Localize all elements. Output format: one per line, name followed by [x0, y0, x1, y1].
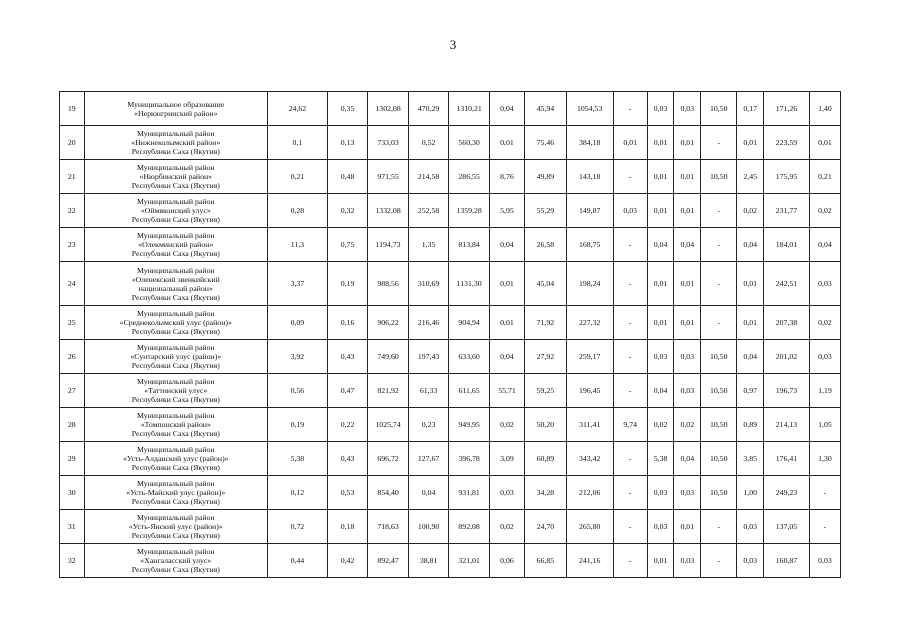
value-cell: 24,62	[268, 92, 328, 126]
municipality-name-line: Республики Саха (Якутия)	[131, 249, 220, 258]
value-cell: 0,03	[674, 544, 701, 578]
table-row	[60, 442, 841, 476]
value-cell: -	[613, 92, 647, 126]
value-cell: 0,01	[674, 160, 701, 194]
value-cell: 196,73	[764, 374, 810, 408]
row-number-cell: 31	[60, 510, 85, 544]
municipality-name-line: Муниципальный район	[136, 547, 215, 556]
value-cell: 854,40	[368, 476, 409, 510]
value-cell: 1,35	[408, 228, 449, 262]
value-cell: 749,60	[368, 340, 409, 374]
value-cell: 0,16	[327, 306, 368, 340]
value-cell: 59,25	[525, 374, 567, 408]
value-cell: 26,58	[525, 228, 567, 262]
municipality-name-line: «Среднеколымский улус (район)»	[119, 318, 232, 327]
value-cell: 0,72	[268, 510, 328, 544]
value-cell: 470,29	[408, 92, 449, 126]
value-cell: 0,97	[737, 374, 764, 408]
value-cell: 0,01	[809, 126, 840, 160]
value-cell: 0,03	[737, 544, 764, 578]
value-cell: 0,01	[674, 262, 701, 306]
row-number-cell: 27	[60, 374, 85, 408]
table-row	[60, 194, 841, 228]
value-cell: 813,84	[449, 228, 490, 262]
value-cell: 8,76	[489, 160, 524, 194]
municipality-name-line: «Нюрбинский район»	[139, 172, 213, 181]
value-cell: 55,71	[489, 374, 524, 408]
value-cell: 321,01	[449, 544, 490, 578]
value-cell: 0,52	[408, 126, 449, 160]
value-cell: 5,38	[268, 442, 328, 476]
municipality-name-line: «Усть-Майский улус (район)»	[126, 488, 226, 497]
value-cell: 1332,08	[368, 194, 409, 228]
value-cell: 10,50	[701, 408, 737, 442]
value-cell: 0,53	[327, 476, 368, 510]
row-number-cell: 30	[60, 476, 85, 510]
value-cell: 931,81	[449, 476, 490, 510]
table-row	[60, 510, 841, 544]
value-cell: 197,43	[408, 340, 449, 374]
value-cell: 0,03	[809, 544, 840, 578]
municipality-name-cell	[84, 544, 268, 578]
value-cell: 214,13	[764, 408, 810, 442]
value-cell: 0,03	[647, 510, 674, 544]
municipality-name-line: Республики Саха (Якутия)	[131, 215, 220, 224]
value-cell: 168,75	[566, 228, 613, 262]
value-cell: 0,03	[489, 476, 524, 510]
value-cell: 207,38	[764, 306, 810, 340]
value-cell: 0,03	[647, 340, 674, 374]
municipality-name-cell	[84, 442, 268, 476]
value-cell: 906,22	[368, 306, 409, 340]
value-cell: 0,04	[647, 374, 674, 408]
value-cell: 0,03	[809, 340, 840, 374]
value-cell: 45,94	[525, 92, 567, 126]
municipality-name-cell	[84, 408, 268, 442]
municipality-name-line: «Таттинский улус»	[144, 386, 208, 395]
municipality-name-cell	[84, 306, 268, 340]
value-cell: 988,56	[368, 262, 409, 306]
value-cell: 343,42	[566, 442, 613, 476]
page-number: 3	[449, 37, 457, 52]
value-cell: 45,04	[525, 262, 567, 306]
value-cell: -	[613, 442, 647, 476]
value-cell: 175,95	[764, 160, 810, 194]
municipality-name-line: Муниципальный район	[136, 265, 215, 275]
value-cell: -	[809, 476, 840, 510]
municipality-name-line: Республики Саха (Якутия)	[131, 361, 220, 370]
row-number-cell: 32	[60, 544, 85, 578]
table-row	[60, 306, 841, 340]
municipality-name-line: Муниципальный район	[136, 129, 215, 138]
value-cell: 384,18	[566, 126, 613, 160]
value-cell: 0,42	[327, 544, 368, 578]
value-cell: 149,87	[566, 194, 613, 228]
value-cell: 696,72	[368, 442, 409, 476]
municipality-name-cell	[84, 510, 268, 544]
value-cell: -	[613, 228, 647, 262]
municipality-name-line: Муниципальное образование	[127, 99, 225, 109]
value-cell: -	[701, 544, 737, 578]
table-row	[60, 544, 841, 578]
table-row	[60, 262, 841, 306]
value-cell: -	[701, 510, 737, 544]
value-cell: 75,46	[525, 126, 567, 160]
value-cell: 0,47	[327, 374, 368, 408]
value-cell: 0,03	[674, 476, 701, 510]
municipality-name-line: Республики Саха (Якутия)	[131, 565, 220, 574]
value-cell: 0,01	[674, 126, 701, 160]
value-cell: -	[809, 510, 840, 544]
municipality-name-line: Республики Саха (Якутия)	[131, 181, 220, 190]
value-cell: 0,04	[737, 340, 764, 374]
value-cell: 0,04	[408, 476, 449, 510]
value-cell: 201,02	[764, 340, 810, 374]
municipality-name-line: Республики Саха (Якутия)	[131, 429, 220, 438]
municipality-name-line: «Олекминский район»	[138, 240, 214, 249]
value-cell: 10,50	[701, 476, 737, 510]
value-cell: 0,01	[647, 194, 674, 228]
value-cell: -	[701, 228, 737, 262]
value-cell: 60,89	[525, 442, 567, 476]
municipality-name-line: Республики Саха (Якутия)	[131, 395, 220, 404]
value-cell: 9,74	[613, 408, 647, 442]
municipality-name-cell	[84, 374, 268, 408]
value-cell: 1,05	[809, 408, 840, 442]
value-cell: 34,28	[525, 476, 567, 510]
row-number-cell: 29	[60, 442, 85, 476]
value-cell: 1359,28	[449, 194, 490, 228]
value-cell: 0,03	[674, 374, 701, 408]
row-number-cell: 26	[60, 340, 85, 374]
value-cell: 0,02	[489, 408, 524, 442]
value-cell: 0,43	[327, 340, 368, 374]
value-cell: 227,32	[566, 306, 613, 340]
value-cell: 0,89	[737, 408, 764, 442]
table-row	[60, 228, 841, 262]
value-cell: 311,41	[566, 408, 613, 442]
row-number-cell: 22	[60, 194, 85, 228]
value-cell: 3,85	[737, 442, 764, 476]
value-cell: 137,05	[764, 510, 810, 544]
value-cell: 143,18	[566, 160, 613, 194]
value-cell: 0,01	[737, 126, 764, 160]
table-row	[60, 476, 841, 510]
value-cell: 0,01	[737, 262, 764, 306]
value-cell: 38,81	[408, 544, 449, 578]
value-cell: 3,37	[268, 262, 328, 306]
value-cell: -	[613, 374, 647, 408]
value-cell: 0,35	[327, 92, 368, 126]
value-cell: 265,80	[566, 510, 613, 544]
value-cell: 55,29	[525, 194, 567, 228]
municipality-name-line: Муниципальный район	[136, 197, 215, 206]
value-cell: 1194,73	[368, 228, 409, 262]
value-cell: 10,50	[701, 340, 737, 374]
municipality-name-line: «Сунтарский улус (район)»	[130, 352, 222, 361]
value-cell: -	[701, 194, 737, 228]
municipality-name-line: Муниципальный район	[136, 163, 215, 172]
value-cell: 176,41	[764, 442, 810, 476]
value-cell: 0,02	[647, 408, 674, 442]
value-cell: 310,69	[408, 262, 449, 306]
value-cell: -	[613, 262, 647, 306]
municipality-name-line: «Оймяконский улус»	[140, 206, 211, 215]
value-cell: 0,01	[674, 306, 701, 340]
municipality-name-cell	[84, 476, 268, 510]
municipality-name-cell	[84, 160, 268, 194]
value-cell: 214,58	[408, 160, 449, 194]
value-cell: 560,30	[449, 126, 490, 160]
value-cell: 733,03	[368, 126, 409, 160]
municipality-name-line: «Усть-Алданский улус (район)»	[122, 454, 229, 463]
municipality-name-line: Муниципальный район	[136, 377, 215, 386]
row-number-cell: 19	[60, 92, 85, 126]
data-table	[59, 91, 841, 578]
value-cell: 231,77	[764, 194, 810, 228]
table-row	[60, 160, 841, 194]
table-row	[60, 92, 841, 126]
value-cell: 0,44	[268, 544, 328, 578]
municipality-name-line: Республики Саха (Якутия)	[131, 292, 220, 302]
value-cell: 1131,30	[449, 262, 490, 306]
value-cell: 171,26	[764, 92, 810, 126]
value-cell: -	[613, 160, 647, 194]
value-cell: 0,01	[647, 306, 674, 340]
value-cell: 0,04	[809, 228, 840, 262]
municipality-name-line: Республики Саха (Якутия)	[131, 531, 220, 540]
municipality-name-line: «Усть-Янский улус (район)»	[128, 522, 223, 531]
value-cell: -	[613, 340, 647, 374]
value-cell: 0,21	[268, 160, 328, 194]
value-cell: 1,00	[737, 476, 764, 510]
value-cell: 718,63	[368, 510, 409, 544]
value-cell: 1,19	[809, 374, 840, 408]
value-cell: 0,01	[647, 160, 674, 194]
value-cell: 0,28	[268, 194, 328, 228]
value-cell: 0,01	[489, 306, 524, 340]
value-cell: 0,04	[489, 340, 524, 374]
value-cell: 633,60	[449, 340, 490, 374]
value-cell: 611,65	[449, 374, 490, 408]
value-cell: 252,58	[408, 194, 449, 228]
value-cell: 184,01	[764, 228, 810, 262]
value-cell: 0,04	[674, 442, 701, 476]
municipality-name-line: Муниципальный район	[136, 479, 215, 488]
municipality-name-line: Республики Саха (Якутия)	[131, 327, 220, 336]
value-cell: -	[613, 476, 647, 510]
value-cell: 0,09	[268, 306, 328, 340]
municipality-name-line: Муниципальный район	[136, 309, 215, 318]
table-row	[60, 374, 841, 408]
row-number-cell: 20	[60, 126, 85, 160]
value-cell: 1025,74	[368, 408, 409, 442]
value-cell: 5,95	[489, 194, 524, 228]
value-cell: 5,38	[647, 442, 674, 476]
value-cell: 1,40	[809, 92, 840, 126]
value-cell: 127,67	[408, 442, 449, 476]
value-cell: 11,3	[268, 228, 328, 262]
value-cell: 216,46	[408, 306, 449, 340]
value-cell: 0,13	[327, 126, 368, 160]
municipality-name-cell	[84, 340, 268, 374]
municipality-name-line: «Хангаласский улус»	[140, 556, 212, 565]
value-cell: 0,01	[737, 306, 764, 340]
value-cell: 971,55	[368, 160, 409, 194]
municipality-name-line: «Нерюнгринский район»	[134, 108, 218, 118]
value-cell: 0,01	[489, 262, 524, 306]
value-cell: 0,23	[408, 408, 449, 442]
value-cell: 0,02	[809, 306, 840, 340]
value-cell: 10,50	[701, 160, 737, 194]
value-cell: 3,92	[268, 340, 328, 374]
value-cell: 0,03	[613, 194, 647, 228]
value-cell: 892,08	[449, 510, 490, 544]
value-cell: 241,16	[566, 544, 613, 578]
value-cell: 0,03	[674, 92, 701, 126]
value-cell: 100,90	[408, 510, 449, 544]
value-cell: 249,23	[764, 476, 810, 510]
value-cell: 0,22	[327, 408, 368, 442]
value-cell: 49,89	[525, 160, 567, 194]
row-number-cell: 23	[60, 228, 85, 262]
municipality-name-cell	[84, 126, 268, 160]
value-cell: 0,03	[647, 92, 674, 126]
value-cell: 396,78	[449, 442, 490, 476]
value-cell: 0,01	[647, 544, 674, 578]
municipality-name-line: «Оленекский эвенкийский	[131, 274, 220, 284]
value-cell: 0,02	[674, 408, 701, 442]
row-number-cell: 25	[60, 306, 85, 340]
value-cell: 0,04	[489, 228, 524, 262]
value-cell: 0,03	[809, 262, 840, 306]
value-cell: 0,48	[327, 160, 368, 194]
value-cell: 0,01	[674, 510, 701, 544]
value-cell: 0,56	[268, 374, 328, 408]
value-cell: 0,04	[647, 228, 674, 262]
value-cell: -	[613, 306, 647, 340]
value-cell: 0,19	[268, 408, 328, 442]
value-cell: 0,06	[489, 544, 524, 578]
value-cell: 10,50	[701, 442, 737, 476]
value-cell: 0,17	[737, 92, 764, 126]
table-row	[60, 340, 841, 374]
value-cell: 196,45	[566, 374, 613, 408]
value-cell: -	[613, 510, 647, 544]
value-cell: 0,01	[647, 262, 674, 306]
value-cell: 1302,08	[368, 92, 409, 126]
value-cell: 66,85	[525, 544, 567, 578]
municipality-name-cell	[84, 92, 268, 126]
municipality-name-line: Муниципальный район	[136, 513, 215, 522]
value-cell: -	[701, 306, 737, 340]
row-number-cell: 21	[60, 160, 85, 194]
value-cell: 904,94	[449, 306, 490, 340]
municipality-name-line: Республики Саха (Якутия)	[131, 497, 220, 506]
municipality-name-line: Муниципальный район	[136, 231, 215, 240]
value-cell: 61,33	[408, 374, 449, 408]
value-cell: 1,30	[809, 442, 840, 476]
value-cell: 0,21	[809, 160, 840, 194]
value-cell: 0,43	[327, 442, 368, 476]
value-cell: 0,75	[327, 228, 368, 262]
value-cell: 949,95	[449, 408, 490, 442]
municipality-name-line: Муниципальный район	[136, 343, 215, 352]
value-cell: 223,59	[764, 126, 810, 160]
municipality-name-cell	[84, 194, 268, 228]
value-cell: 0,03	[737, 510, 764, 544]
value-cell: 3,09	[489, 442, 524, 476]
value-cell: 0,04	[737, 228, 764, 262]
value-cell: 10,50	[701, 92, 737, 126]
row-number-cell: 24	[60, 262, 85, 306]
value-cell: 259,17	[566, 340, 613, 374]
value-cell: 50,20	[525, 408, 567, 442]
value-cell: 242,51	[764, 262, 810, 306]
value-cell: 1310,21	[449, 92, 490, 126]
value-cell: 0,01	[613, 126, 647, 160]
municipality-name-line: национальный район»	[138, 283, 213, 293]
value-cell: 0,12	[268, 476, 328, 510]
value-cell: -	[701, 126, 737, 160]
table-body	[60, 92, 841, 578]
table-row	[60, 126, 841, 160]
value-cell: 0,02	[489, 510, 524, 544]
value-cell: 0,03	[647, 476, 674, 510]
value-cell: 0,04	[674, 228, 701, 262]
value-cell: 0,18	[327, 510, 368, 544]
value-cell: 27,92	[525, 340, 567, 374]
value-cell: 286,55	[449, 160, 490, 194]
value-cell: -	[701, 262, 737, 306]
municipality-name-line: Республики Саха (Якутия)	[131, 463, 220, 472]
value-cell: 24,70	[525, 510, 567, 544]
value-cell: 212,06	[566, 476, 613, 510]
municipality-name-line: «Нижнеколымский район»	[131, 138, 221, 147]
value-cell: 0,19	[327, 262, 368, 306]
value-cell: 0,04	[489, 92, 524, 126]
value-cell: 0,01	[489, 126, 524, 160]
table-row	[60, 408, 841, 442]
municipality-name-line: Муниципальный район	[136, 445, 215, 454]
value-cell: 0,01	[647, 126, 674, 160]
value-cell: 0,02	[737, 194, 764, 228]
municipality-name-line: Республики Саха (Якутия)	[131, 147, 220, 156]
value-cell: 892,47	[368, 544, 409, 578]
value-cell: 0,1	[268, 126, 328, 160]
value-cell: 2,45	[737, 160, 764, 194]
value-cell: 0,03	[674, 340, 701, 374]
value-cell: 198,24	[566, 262, 613, 306]
municipality-name-line: Муниципальный район	[136, 411, 215, 420]
value-cell: 0,01	[674, 194, 701, 228]
municipality-name-line: «Томпонский район»	[140, 420, 211, 429]
value-cell: 160,87	[764, 544, 810, 578]
municipality-name-cell	[84, 262, 268, 306]
value-cell: 1054,53	[566, 92, 613, 126]
value-cell: 0,32	[327, 194, 368, 228]
municipality-name-cell	[84, 228, 268, 262]
value-cell: 71,92	[525, 306, 567, 340]
value-cell: -	[613, 544, 647, 578]
value-cell: 821,92	[368, 374, 409, 408]
value-cell: 10,50	[701, 374, 737, 408]
row-number-cell: 28	[60, 408, 85, 442]
value-cell: 0,02	[809, 194, 840, 228]
